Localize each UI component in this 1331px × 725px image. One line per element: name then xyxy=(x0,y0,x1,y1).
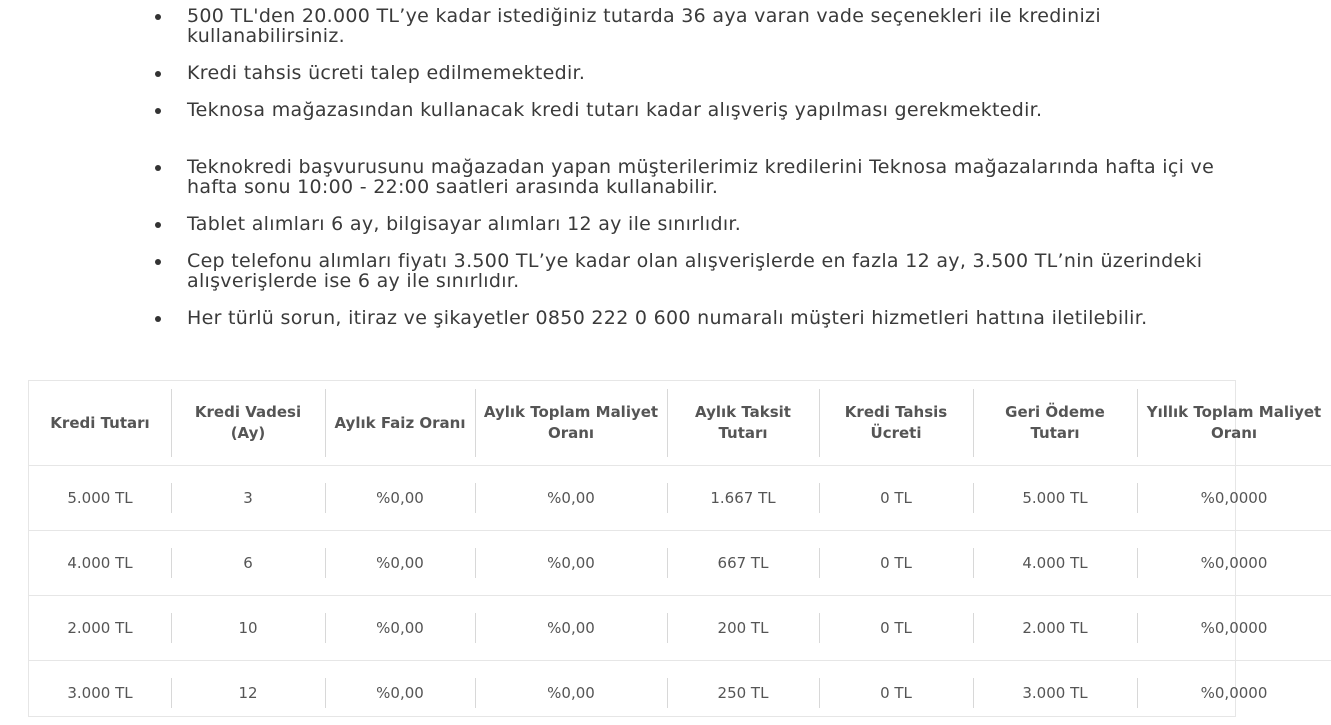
cell-annual-total-cost: %0,0000 xyxy=(1137,596,1331,661)
cell-monthly-interest: %0,00 xyxy=(325,596,475,661)
cell-monthly-installment: 250 TL xyxy=(667,661,819,725)
cell-allocation-fee: 0 TL xyxy=(819,531,973,596)
cell-credit-amount: 3.000 TL xyxy=(29,661,171,725)
cell-repayment-amount: 3.000 TL xyxy=(973,661,1137,725)
cell-credit-term: 3 xyxy=(171,466,325,531)
header-repayment-amount: Geri Ödeme Tutarı xyxy=(973,381,1137,466)
bullet-dot-icon xyxy=(155,71,161,77)
header-annual-total-cost: Yıllık Toplam Maliyet Oranı xyxy=(1137,381,1331,466)
cell-annual-total-cost: %0,0000 xyxy=(1137,531,1331,596)
cell-monthly-interest: %0,00 xyxy=(325,466,475,531)
credit-table xyxy=(29,381,1331,725)
cell-credit-amount: 4.000 TL xyxy=(29,531,171,596)
cell-monthly-installment: 1.667 TL xyxy=(667,466,819,531)
cell-monthly-installment: 200 TL xyxy=(667,596,819,661)
bullet-dot-icon xyxy=(155,14,161,20)
cell-monthly-total-cost: %0,00 xyxy=(475,596,667,661)
cell-repayment-amount: 2.000 TL xyxy=(973,596,1137,661)
table-row xyxy=(29,531,1331,596)
header-monthly-total-cost: Aylık Toplam Maliyet Oranı xyxy=(475,381,667,466)
cell-credit-term: 10 xyxy=(171,596,325,661)
cell-monthly-total-cost: %0,00 xyxy=(475,531,667,596)
header-credit-term: Kredi Vadesi (Ay) xyxy=(171,381,325,466)
bullet-text: Kredi tahsis ücreti talep edilmemektedir. xyxy=(187,63,1227,83)
cell-allocation-fee: 0 TL xyxy=(819,661,973,725)
table-header-row xyxy=(29,381,1331,466)
cell-annual-total-cost: %0,0000 xyxy=(1137,661,1331,725)
header-allocation-fee: Kredi Tahsis Ücreti xyxy=(819,381,973,466)
table-row xyxy=(29,466,1331,531)
header-monthly-installment: Aylık Taksit Tutarı xyxy=(667,381,819,466)
cell-monthly-interest: %0,00 xyxy=(325,661,475,725)
bullet-dot-icon xyxy=(155,222,161,228)
cell-repayment-amount: 4.000 TL xyxy=(973,531,1137,596)
cell-annual-total-cost: %0,0000 xyxy=(1137,466,1331,531)
bullet-dot-icon xyxy=(155,165,161,171)
cell-monthly-total-cost: %0,00 xyxy=(475,661,667,725)
table-row xyxy=(29,596,1331,661)
header-credit-amount: Kredi Tutarı xyxy=(29,381,171,466)
table-row xyxy=(29,661,1331,725)
bullet-dot-icon xyxy=(155,316,161,322)
cell-credit-amount: 2.000 TL xyxy=(29,596,171,661)
bullet-text: Teknokredi başvurusunu mağazadan yapan müşterilerimiz kredilerini Teknosa mağazalarında hafta içi ve hafta sonu 10:00 - 22:00 saatleri arasında kullanabilir. xyxy=(187,157,1227,197)
bullet-text: Cep telefonu alımları fiyatı 3.500 TL’ye kadar olan alışverişlerde en fazla 12 ay, 3.500 TL’nin üzerindeki alışverişlerde ise 6 ay ile sınırlıdır. xyxy=(187,251,1227,291)
cell-monthly-installment: 667 TL xyxy=(667,531,819,596)
cell-allocation-fee: 0 TL xyxy=(819,466,973,531)
cell-monthly-total-cost: %0,00 xyxy=(475,466,667,531)
header-monthly-interest: Aylık Faiz Oranı xyxy=(325,381,475,466)
cell-credit-amount: 5.000 TL xyxy=(29,466,171,531)
cell-allocation-fee: 0 TL xyxy=(819,596,973,661)
credit-table-container xyxy=(28,380,1236,717)
cell-credit-term: 12 xyxy=(171,661,325,725)
bullet-dot-icon xyxy=(155,259,161,265)
cell-credit-term: 6 xyxy=(171,531,325,596)
cell-monthly-interest: %0,00 xyxy=(325,531,475,596)
bullet-text: Tablet alımları 6 ay, bilgisayar alımları 12 ay ile sınırlıdır. xyxy=(187,214,1227,234)
bullet-text: Her türlü sorun, itiraz ve şikayetler 0850 222 0 600 numaralı müşteri hizmetleri hattına iletilebilir. xyxy=(187,308,1227,328)
cell-repayment-amount: 5.000 TL xyxy=(973,466,1137,531)
bullet-text: Teknosa mağazasından kullanacak kredi tutarı kadar alışveriş yapılması gerekmektedir. xyxy=(187,100,1227,120)
bullet-text: 500 TL'den 20.000 TL’ye kadar istediğiniz tutarda 36 aya varan vade seçenekleri ile kredinizi kullanabilirsiniz. xyxy=(187,6,1227,46)
bullet-dot-icon xyxy=(155,108,161,114)
